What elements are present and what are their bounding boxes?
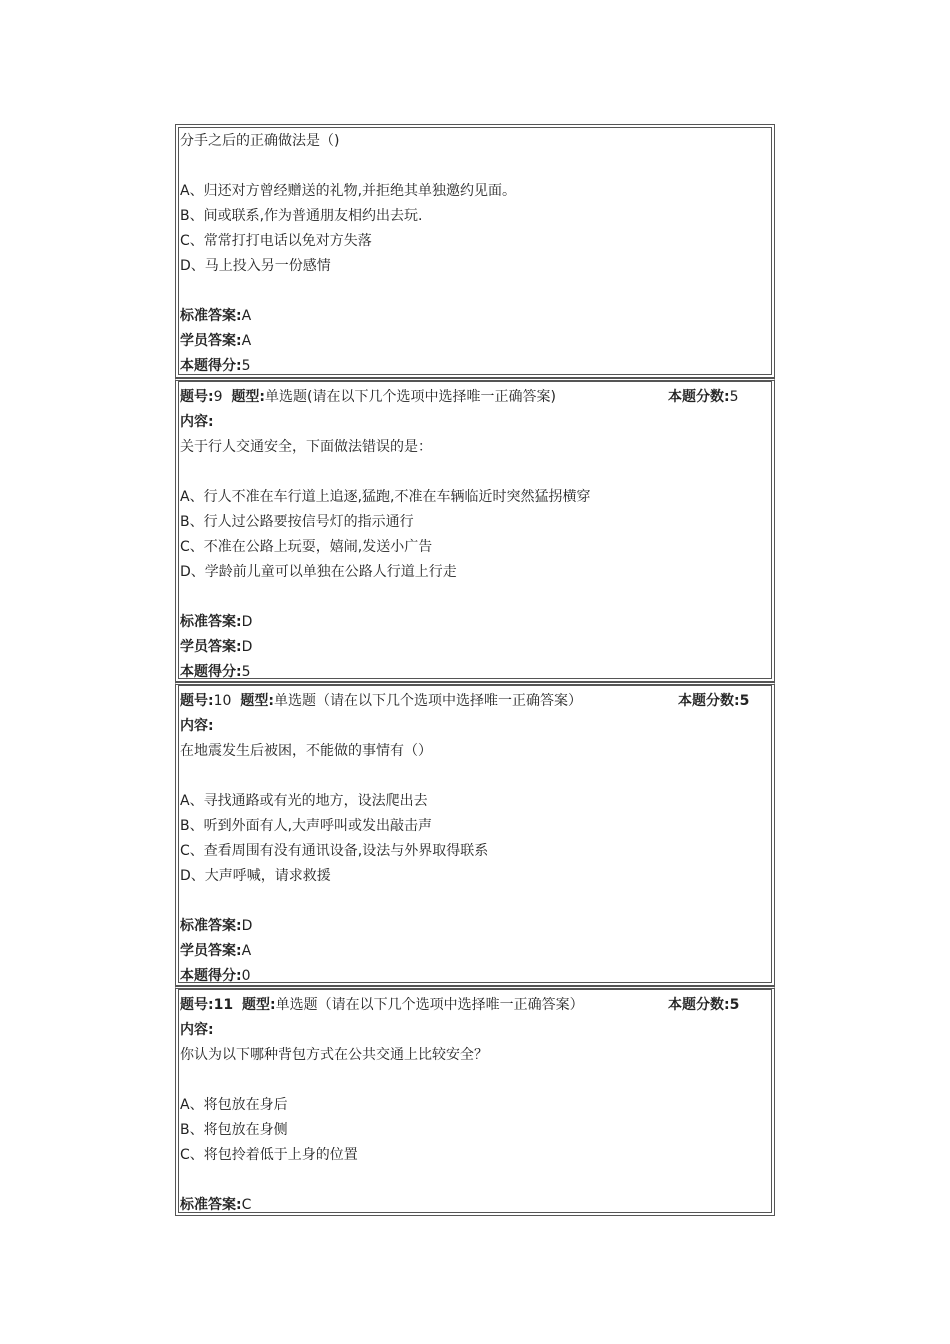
option-a: A、行人不准在车行道上追逐,猛跑,不准在车辆临近时突然猛拐横穿 xyxy=(180,489,591,505)
score-got-value: 0 xyxy=(241,968,251,984)
option-a: A、寻找通路或有光的地方，设法爬出去 xyxy=(180,793,428,809)
score-got-value: 5 xyxy=(241,358,251,374)
student-answer-label: 学员答案: xyxy=(180,639,242,655)
question-text: 你认为以下哪种背包方式在公共交通上比较安全？ xyxy=(180,1047,488,1063)
question-type: 单选题（请在以下几个选项中选择唯一正确答案） xyxy=(273,693,582,709)
student-answer xyxy=(180,939,770,964)
student-answer-label: 学员答案: xyxy=(180,943,242,959)
option-b: B、听到外面有人,大声呼叫或发出敲击声 xyxy=(180,818,433,834)
question-number: 11 xyxy=(213,997,234,1013)
score-got-label: 本题得分: xyxy=(180,358,242,374)
question-text: 关于行人交通安全，下面做法错误的是： xyxy=(180,439,432,455)
question-header xyxy=(180,689,770,714)
question-type-label: 题型: xyxy=(231,389,266,405)
question-block xyxy=(175,124,775,378)
option-d: D、马上投入另一份感情 xyxy=(180,258,331,274)
standard-answer xyxy=(180,914,770,939)
standard-answer xyxy=(180,304,770,329)
option-a: A、将包放在身后 xyxy=(180,1097,288,1113)
student-answer-value: D xyxy=(241,639,253,655)
option-c: C、将包拎着低于上身的位置 xyxy=(180,1147,358,1163)
student-answer xyxy=(180,329,770,354)
question-header xyxy=(180,385,770,410)
question-text: 在地震发生后被困，不能做的事情有（） xyxy=(180,743,432,759)
question-number: 10 xyxy=(213,693,232,709)
question-block xyxy=(175,986,775,1216)
option-c: C、常常打打电话以免对方失落 xyxy=(180,233,372,249)
question-block xyxy=(175,682,775,986)
question-points: 5 xyxy=(739,693,750,709)
standard-answer-label: 标准答案: xyxy=(180,614,242,630)
question-number-label: 题号: xyxy=(180,997,214,1013)
score-got-value: 5 xyxy=(241,664,251,680)
standard-answer-value: D xyxy=(241,614,253,630)
standard-answer-label: 标准答案: xyxy=(180,1197,242,1213)
student-answer xyxy=(180,635,770,660)
standard-answer xyxy=(180,610,770,635)
exam-sheet xyxy=(175,124,775,1216)
content-label: 内容: xyxy=(180,1022,214,1038)
option-b: B、将包放在身侧 xyxy=(180,1122,288,1138)
standard-answer-label: 标准答案: xyxy=(180,918,242,934)
option-c: C、不准在公路上玩耍，嬉闹,发送小广告 xyxy=(180,539,433,555)
question-type: 单选题（请在以下几个选项中选择唯一正确答案） xyxy=(275,997,584,1013)
option-c: C、查看周围有没有通讯设备,设法与外界取得联系 xyxy=(180,843,489,859)
question-type-label: 题型: xyxy=(242,997,276,1013)
option-b: B、间或联系,作为普通朋友相约出去玩. xyxy=(180,208,423,224)
question-points-label: 本题分数: xyxy=(668,997,730,1013)
question-points-label: 本题分数: xyxy=(668,389,730,405)
standard-answer-value: A xyxy=(241,308,252,324)
option-b: B、行人过公路要按信号灯的指示通行 xyxy=(180,514,414,530)
option-a: A、归还对方曾经赠送的礼物,并拒绝其单独邀约见面。 xyxy=(180,183,517,199)
standard-answer-label: 标准答案: xyxy=(180,308,242,324)
question-points: 5 xyxy=(729,389,739,405)
question-points: 5 xyxy=(729,997,740,1013)
question-points-label: 本题分数: xyxy=(678,693,740,709)
question-header xyxy=(180,993,770,1018)
option-d: D、学龄前儿童可以单独在公路人行道上行走 xyxy=(180,564,457,580)
student-answer-label: 学员答案: xyxy=(180,333,242,349)
standard-answer-value: C xyxy=(241,1197,252,1213)
content-label: 内容: xyxy=(180,414,214,430)
question-number-label: 题号: xyxy=(180,389,214,405)
question-text: 分手之后的正确做法是（) xyxy=(180,133,340,149)
question-type-label: 题型: xyxy=(240,693,274,709)
question-type: 单选题(请在以下几个选项中选择唯一正确答案) xyxy=(265,389,556,405)
student-answer-value: A xyxy=(241,333,252,349)
score-got-label: 本题得分: xyxy=(180,664,242,680)
question-score-got xyxy=(180,354,770,379)
question-number-label: 题号: xyxy=(180,693,214,709)
score-got-label: 本题得分: xyxy=(180,968,242,984)
question-number: 9 xyxy=(213,389,223,405)
option-d: D、大声呼喊，请求救援 xyxy=(180,868,331,884)
standard-answer xyxy=(180,1193,770,1218)
content-label: 内容: xyxy=(180,718,214,734)
question-block xyxy=(175,378,775,682)
standard-answer-value: D xyxy=(241,918,253,934)
student-answer-value: A xyxy=(241,943,252,959)
